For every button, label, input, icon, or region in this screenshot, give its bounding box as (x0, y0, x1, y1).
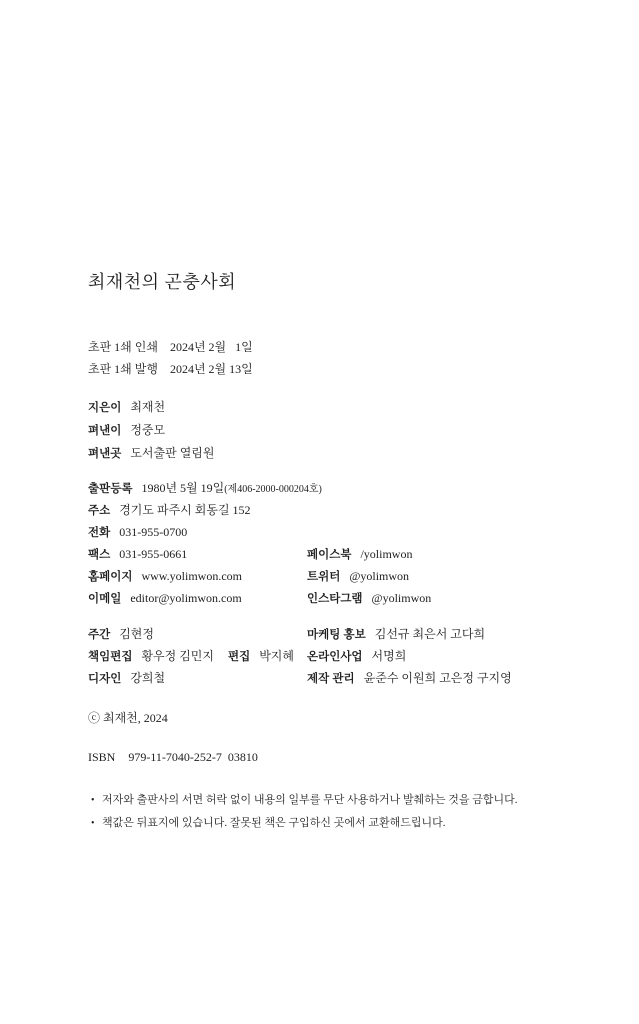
fax-facebook-row (88, 544, 568, 566)
colophon-content (88, 270, 568, 835)
instagram-label: 인스타그램 (307, 593, 363, 605)
registration-label: 출판등록 (88, 483, 133, 495)
facebook-cell (307, 544, 568, 566)
online-business-label: 온라인사업 (307, 651, 363, 663)
registration-row (88, 478, 568, 500)
twitter-label: 트위터 (307, 571, 341, 583)
bullet-icon: • (91, 818, 95, 829)
note-usage (88, 789, 568, 812)
design-label: 디자인 (88, 673, 122, 685)
production-label: 제작 관리 (307, 673, 355, 685)
registration-number: (제406-2000-000204호) (224, 484, 322, 495)
production-cell (307, 668, 568, 690)
address-label: 주소 (88, 505, 111, 517)
note-price-text: 책값은 뒤표지에 있습니다. 잘못된 책은 구입하신 곳에서 교환해드립니다. (102, 817, 446, 829)
registration-date: 1980년 5월 19일 (141, 481, 225, 495)
publisher-info-block (88, 478, 568, 610)
chief-editor-label: 주간 (88, 629, 111, 641)
isbn-value: 979-11-7040-252-7 03810 (128, 750, 258, 764)
twitter-cell (307, 566, 568, 588)
edition-print-date: 2024년 2월 1일 (169, 340, 253, 354)
note-price (88, 812, 568, 835)
phone-row (88, 522, 568, 544)
online-business-name: 서명희 (371, 649, 407, 663)
publisher-company-name: 도서출판 열림원 (130, 446, 215, 460)
publisher-person-label: 펴낸이 (88, 425, 122, 437)
edition-publish-row (88, 358, 568, 380)
author-name: 최재천 (130, 400, 166, 414)
people-block (88, 396, 568, 465)
online-business-cell (307, 646, 568, 668)
publisher-person-name: 정중모 (130, 423, 166, 437)
editing-online-row (88, 646, 568, 668)
instagram-value: @yolimwon (371, 591, 432, 605)
publisher-company-label: 펴낸곳 (88, 448, 122, 460)
facebook-value: /yolimwon (360, 547, 413, 561)
publisher-company-row (88, 442, 568, 465)
copyright-line: ⓒ 최재천, 2024 (88, 711, 168, 725)
phone-value: 031-955-0700 (119, 525, 188, 539)
twitter-value: @yolimwon (349, 569, 410, 583)
fax-label: 팩스 (88, 549, 111, 561)
production-names: 윤준수 이원희 고은정 구지영 (363, 671, 512, 685)
edition-publish-label: 초판 1쇄 발행 (88, 362, 158, 376)
editing-cell (88, 646, 307, 668)
edition-print-row (88, 336, 568, 358)
email-value: editor@yolimwon.com (130, 591, 242, 605)
marketing-cell (307, 624, 568, 646)
bullet-icon: • (91, 795, 95, 806)
managing-editing-label: 책임편집 (88, 651, 133, 663)
design-production-row (88, 668, 568, 690)
editing-pair (228, 646, 294, 668)
design-name: 강희철 (130, 671, 166, 685)
email-label: 이메일 (88, 593, 122, 605)
edition-publish-date: 2024년 2월 13일 (169, 362, 253, 376)
isbn-line (88, 746, 568, 768)
marketing-label: 마케팅 홍보 (307, 629, 366, 641)
address-row (88, 500, 568, 522)
phone-label: 전화 (88, 527, 111, 539)
chief-editor-cell (88, 624, 307, 646)
editing-label: 편집 (228, 651, 251, 663)
fax-cell (88, 544, 307, 566)
instagram-cell (307, 588, 568, 610)
homepage-label: 홈페이지 (88, 571, 133, 583)
edition-print-label: 초판 1쇄 인쇄 (88, 340, 158, 354)
managing-editing-pair (88, 646, 214, 668)
author-row (88, 396, 568, 419)
staff-block (88, 624, 568, 690)
chief-editor-name: 김현정 (119, 627, 154, 641)
marketing-names: 김선규 최은서 고다희 (374, 627, 486, 641)
address-value: 경기도 파주시 회동길 152 (119, 503, 251, 517)
homepage-value: www.yolimwon.com (141, 569, 242, 583)
publisher-person-row (88, 419, 568, 442)
design-cell (88, 668, 307, 690)
notes-block (88, 789, 568, 835)
email-instagram-row (88, 588, 568, 610)
book-title: 최재천의 곤충사회 (88, 272, 237, 292)
author-label: 지은이 (88, 402, 122, 414)
homepage-twitter-row (88, 566, 568, 588)
facebook-label: 페이스북 (307, 549, 352, 561)
edition-block (88, 336, 568, 380)
fax-value: 031-955-0661 (119, 547, 188, 561)
editing-name: 박지혜 (259, 649, 294, 663)
chief-marketing-row (88, 624, 568, 646)
isbn-label: ISBN (88, 750, 116, 764)
managing-editing-names: 황우정 김민지 (141, 649, 214, 663)
note-usage-text: 저자와 출판사의 서면 허락 없이 내용의 일부를 무단 사용하거나 발췌하는 것을 금합니다. (102, 794, 518, 806)
email-cell (88, 588, 307, 610)
homepage-cell (88, 566, 307, 588)
